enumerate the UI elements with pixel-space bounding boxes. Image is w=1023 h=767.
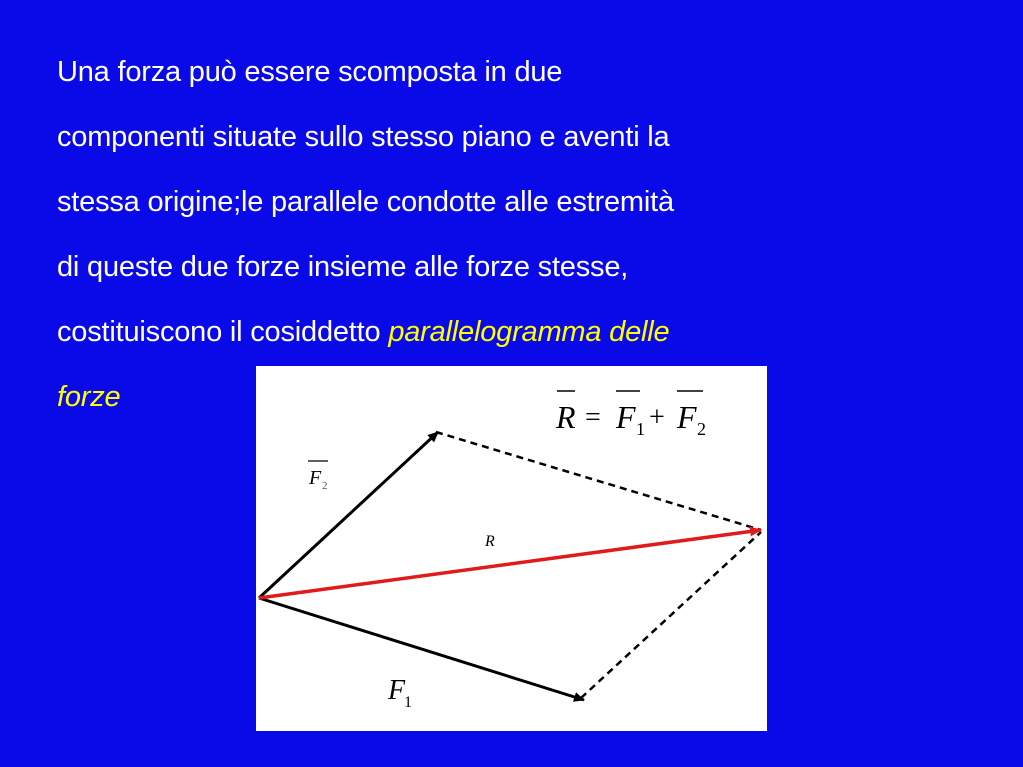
highlight-term-part-2: forze <box>57 381 121 413</box>
eq-f1-sub: 1 <box>636 419 645 439</box>
dashed-side-top <box>436 432 761 530</box>
highlight-term-part-1: parallelogramma delle <box>388 316 670 348</box>
label-f1-letter: F <box>388 675 406 706</box>
eq-r: R <box>556 399 576 435</box>
text-line-5-plain: costituiscono il cosiddetto <box>57 316 389 348</box>
vector-f2 <box>259 432 438 598</box>
equation <box>555 391 706 439</box>
label-f2 <box>308 461 328 492</box>
label-r-letter: R <box>485 533 495 550</box>
text-line-3: stessa origine;le parallele condotte alle estremità <box>57 186 674 218</box>
vector-resultant <box>259 530 761 598</box>
vector-f1 <box>259 598 584 700</box>
eq-plus: + <box>649 402 665 433</box>
eq-f1: F <box>616 399 636 435</box>
text-line-2: componenti situate sullo stesso piano e aventi la <box>57 121 670 153</box>
label-f2-letter: F <box>309 467 322 489</box>
text-line-5 <box>57 300 987 365</box>
dashed-side-right <box>581 532 761 698</box>
text-line-1: Una forza può essere scomposta in due <box>57 56 563 88</box>
label-f1-sub: 1 <box>404 694 412 711</box>
diagram-svg <box>256 366 767 731</box>
label-f1 <box>387 675 412 711</box>
label-r <box>484 533 495 550</box>
eq-f2: F <box>677 399 697 435</box>
eq-f2-sub: 2 <box>697 419 706 439</box>
parallelogram-diagram <box>256 366 767 731</box>
label-f2-sub: 2 <box>322 480 328 492</box>
text-line-4: di queste due forze insieme alle forze stesse, <box>57 251 629 283</box>
eq-equals: = <box>585 402 601 433</box>
